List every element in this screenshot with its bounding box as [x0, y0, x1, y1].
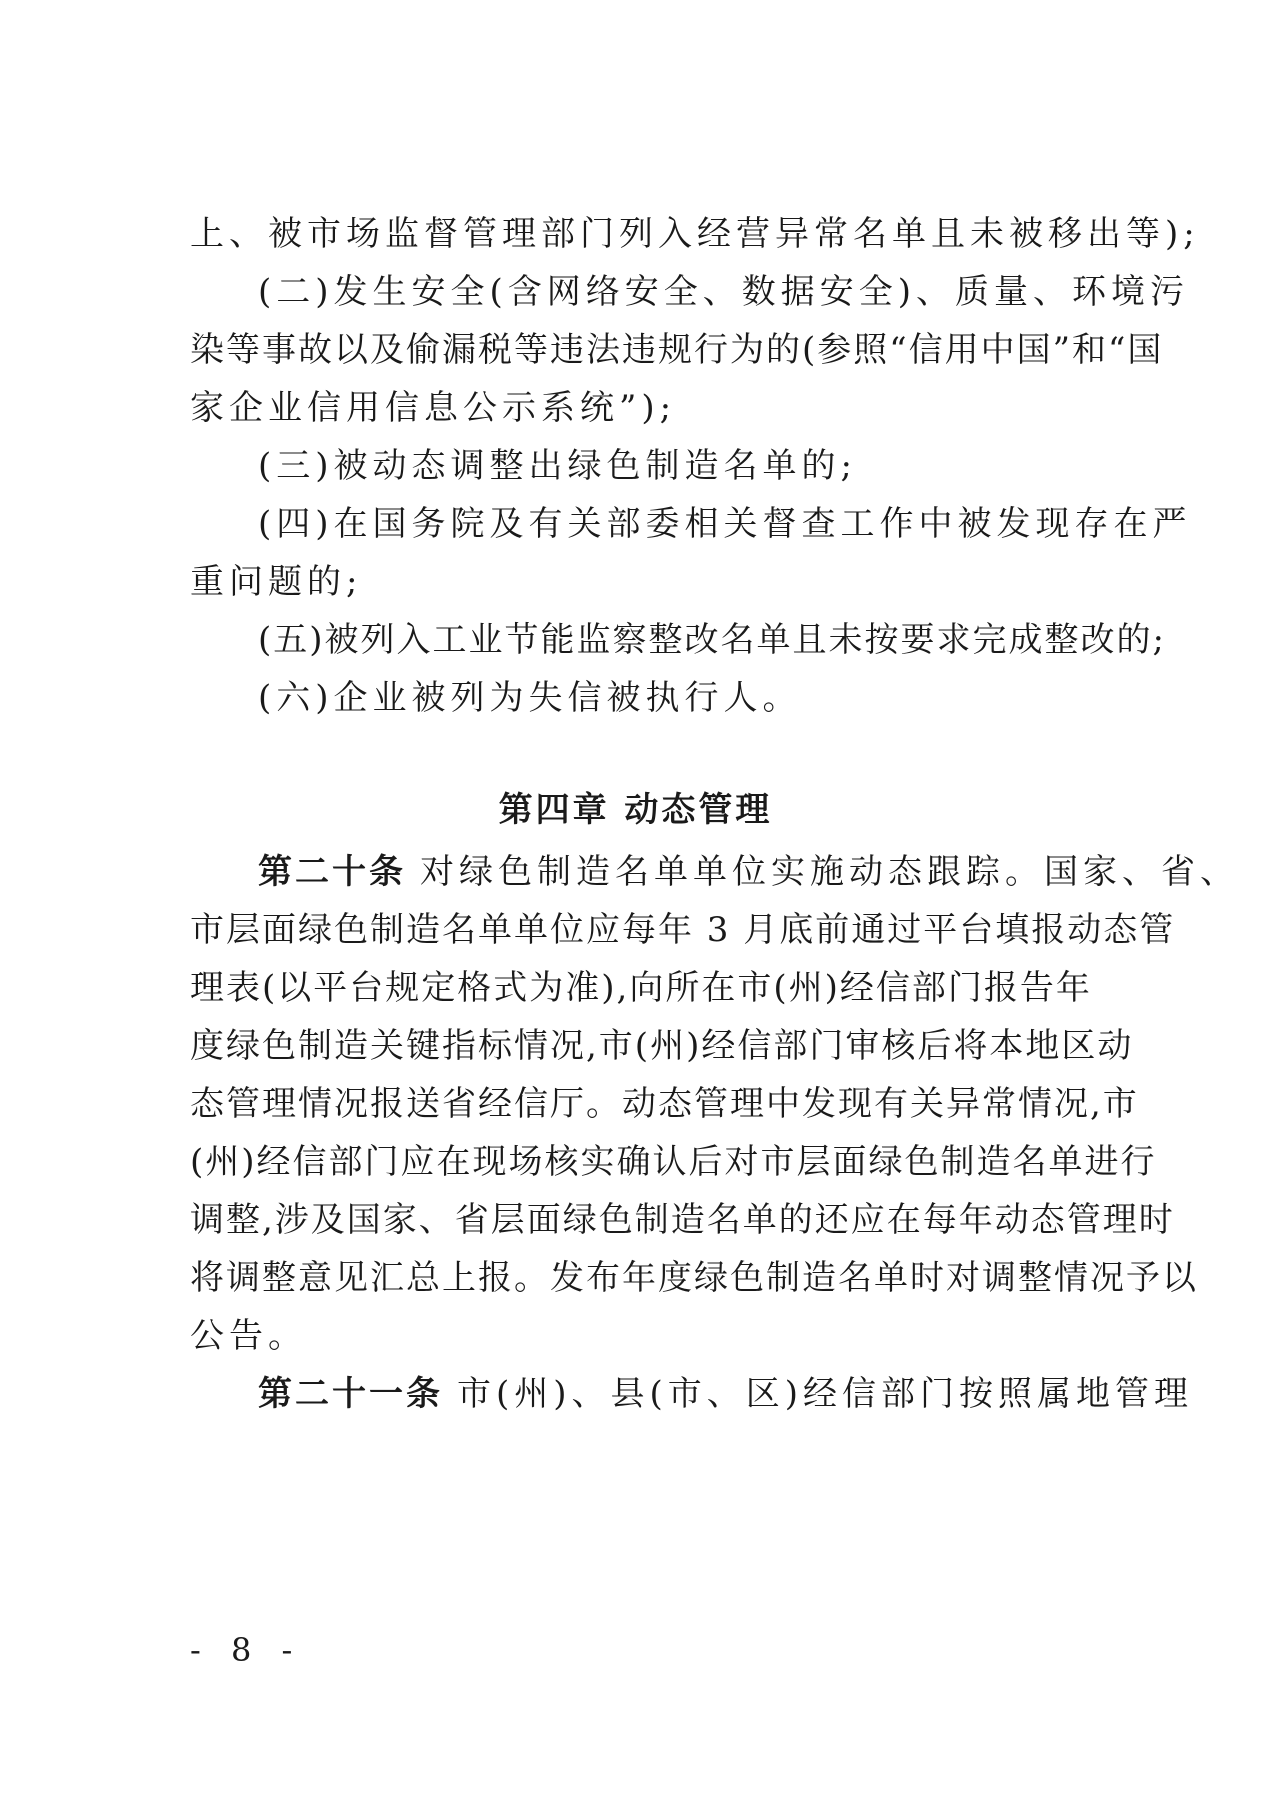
article-21-text: 市(州)、县(市、区)经信部门按照属地管理	[457, 1374, 1194, 1414]
article-20-first-line	[258, 848, 1239, 896]
article-20-line: 公告。	[190, 1316, 307, 1356]
item-6: (六)企业被列为失信被执行人。	[258, 678, 802, 718]
item-5: (五)被列入工业节能监察整改名单且未按要求完成整改的;	[258, 620, 1166, 660]
page-number: - 8 -	[190, 1631, 303, 1669]
article-20-line: 市层面绿色制造名单单位应每年 3 月底前通过平台填报动态管	[190, 910, 1176, 950]
article-21-first-line	[258, 1370, 1194, 1418]
article-20-line: 理表(以平台规定格式为准),向所在市(州)经信部门报告年	[190, 968, 1092, 1008]
item-3: (三)被动态调整出绿色制造名单的;	[258, 446, 857, 486]
article-20-line: 度绿色制造关键指标情况,市(州)经信部门审核后将本地区动	[190, 1026, 1134, 1066]
article-20-line: 态管理情况报送省经信厅。动态管理中发现有关异常情况,市	[190, 1084, 1139, 1124]
article-20-text: 对绿色制造名单单位实施动态跟踪。国家、省、	[420, 852, 1239, 892]
line-1: 上、被市场监督管理部门列入经营异常名单且未被移出等);	[190, 214, 1200, 254]
item-2-line-2: 染等事故以及偷漏税等违法违规行为的(参照“信用中国”和“国	[190, 330, 1164, 370]
article-20-line: 调整,涉及国家、省层面绿色制造名单的还应在每年动态管理时	[190, 1200, 1175, 1240]
article-20-line: (州)经信部门应在现场核实确认后对市层面绿色制造名单进行	[190, 1142, 1157, 1182]
article-21-label: 第二十一条	[258, 1374, 443, 1414]
chapter-title: 第四章 动态管理	[498, 790, 773, 830]
item-2-line-1: (二)发生安全(含网络安全、数据安全)、质量、环境污	[258, 272, 1190, 312]
article-20-label: 第二十条	[258, 852, 406, 892]
article-20-line: 将调整意见汇总上报。发布年度绿色制造名单时对调整情况予以	[190, 1258, 1198, 1298]
item-4-line-2: 重问题的;	[190, 562, 363, 602]
item-4-line-1: (四)在国务院及有关部委相关督查工作中被发现存在严	[258, 504, 1192, 544]
item-2-line-3: 家企业信用信息公示系统”);	[190, 388, 677, 428]
